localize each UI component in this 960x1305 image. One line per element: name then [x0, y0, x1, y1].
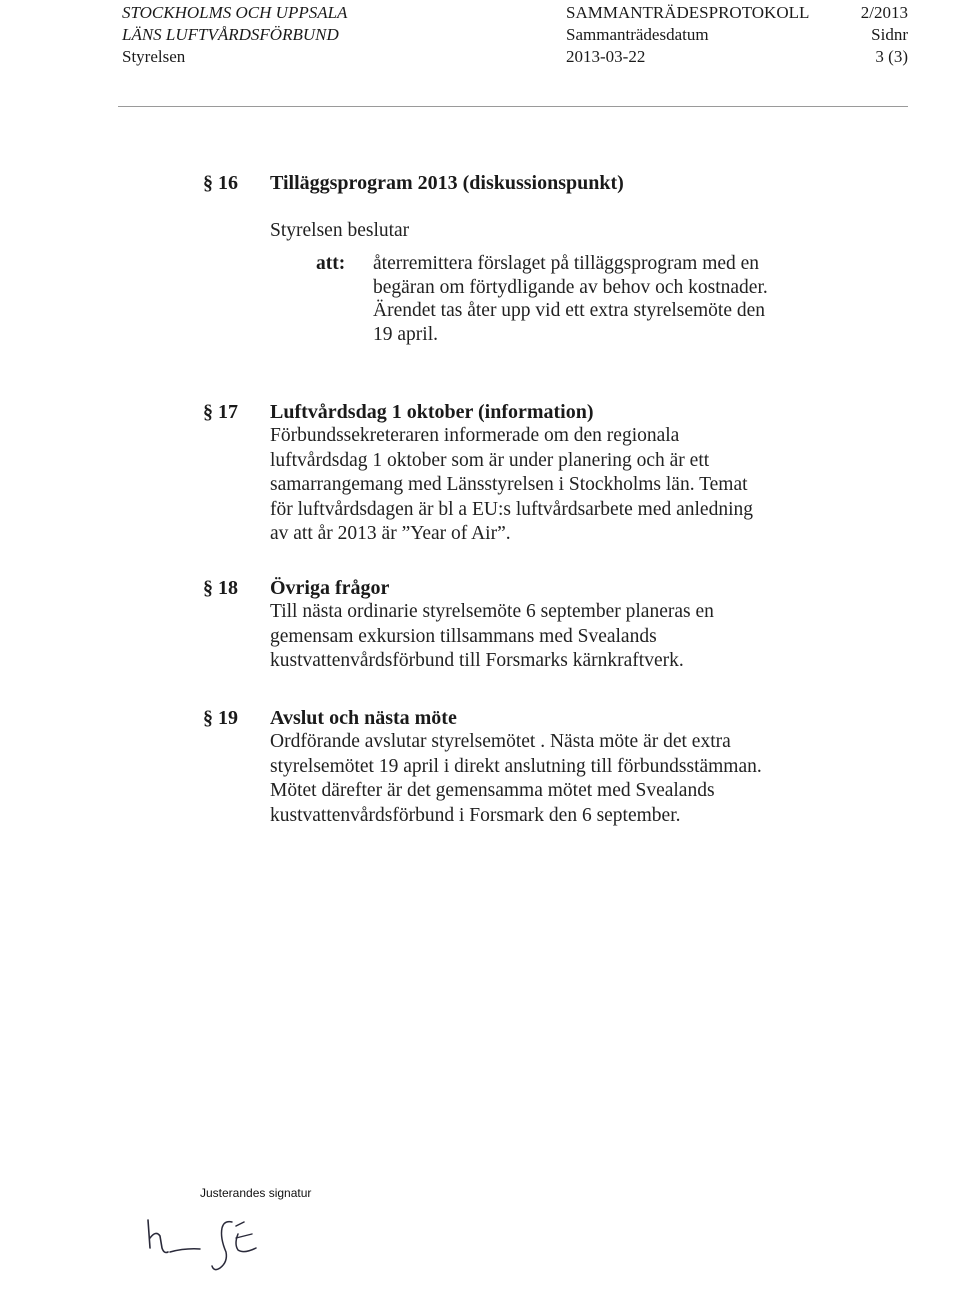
body-line: kustvattenvårdsförbund i Forsmark den 6 september.	[270, 804, 681, 826]
body-line: gemensam exkursion tillsammans med Svealands	[270, 625, 657, 647]
body-line: samarrangemang med Länsstyrelsen i Stockholms län. Temat	[270, 474, 748, 495]
section-title: Luftvårdsdag 1 oktober (information)	[270, 401, 594, 423]
signature-label: Justerandes signatur	[200, 1186, 312, 1200]
att-line: återremittera förslaget på tilläggsprogram med en	[373, 253, 760, 274]
body-line: kustvattenvårdsförbund till Forsmarks kärnkraftverk.	[270, 650, 684, 671]
section-body	[270, 730, 830, 828]
body-line: för luftvårdsdagen är bl a EU:s luftvårdsarbete med anledning	[270, 498, 753, 520]
document-info-block	[566, 2, 809, 68]
meeting-date-label: Sammanträdesdatum	[566, 25, 709, 44]
page-number-label: Sidnr	[871, 25, 908, 44]
body-line: Mötet därefter är det gemensamma mötet med Svealands	[270, 780, 715, 801]
section-number: § 18	[203, 577, 238, 599]
organization-line-1: STOCKHOLMS OCH UPPSALA	[122, 3, 348, 22]
section-number: § 17	[203, 401, 238, 423]
att-line: Ärendet tas åter upp vid ett extra styrelsemöte den	[373, 300, 766, 321]
body-line: Förbundssekreteraren informerade om den regionala	[270, 425, 680, 446]
meeting-date-value: 2013-03-22	[566, 47, 646, 66]
body-line: av att år 2013 är ”Year of Air”.	[270, 523, 511, 544]
page-info-block	[820, 2, 908, 68]
organization-block	[122, 2, 347, 68]
body-line: Till nästa ordinarie styrelsemöte 6 september planeras en	[270, 601, 714, 622]
body-line: luftvårdsdag 1 oktober som är under planering och är ett	[270, 449, 710, 471]
decision-intro: Styrelsen beslutar	[270, 220, 410, 241]
organization-line-2: LÄNS LUFTVÅRDSFÖRBUND	[122, 25, 339, 44]
section-body	[270, 424, 830, 547]
document-type: SAMMANTRÄDESPROTOKOLL	[566, 3, 810, 22]
section-title: Tilläggsprogram 2013 (diskussionspunkt)	[270, 172, 624, 194]
handwritten-signature	[140, 1208, 310, 1278]
att-text	[373, 252, 833, 346]
section-number: § 16	[203, 172, 238, 194]
section-title: Övriga frågor	[270, 577, 390, 599]
section-body	[270, 600, 830, 674]
section-title: Avslut och nästa möte	[270, 707, 457, 729]
protocol-number: 2/2013	[860, 3, 908, 22]
att-line: 19 april.	[373, 323, 438, 345]
body-line: Ordförande avslutar styrelsemötet . Nästa möte är det extra	[270, 731, 731, 752]
organization-board: Styrelsen	[122, 47, 186, 66]
att-line: begäran om förtydligande av behov och kostnader.	[373, 276, 768, 298]
page-number-value: 3 (3)	[875, 47, 908, 66]
body-line: styrelsemötet 19 april i direkt anslutning till förbundsstämman.	[270, 755, 762, 777]
header-divider	[118, 106, 908, 107]
att-label: att:	[316, 253, 346, 274]
section-number: § 19	[203, 707, 238, 729]
